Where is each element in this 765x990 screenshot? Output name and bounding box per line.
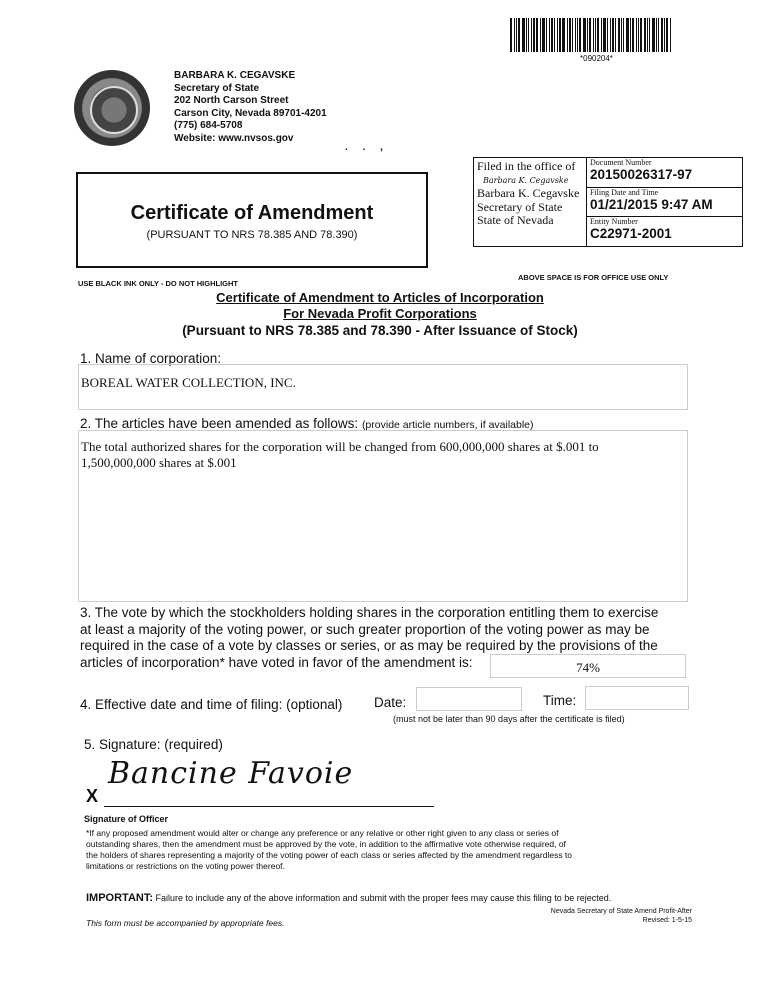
barcode-number: *090204*: [580, 54, 613, 63]
filed-in-office-label: Filed in the office of: [477, 159, 576, 173]
q1-label: 1. Name of corporation:: [80, 351, 222, 366]
barcode-bar: [522, 18, 525, 52]
barcode-bar: [562, 18, 565, 52]
barcode-bar: [618, 18, 620, 52]
footnote-line-2: outstanding shares, then the amendment must be approved by the vote, in addition to the affirmative vote otherwise required, of: [86, 839, 566, 849]
secretary-address-block: [174, 70, 327, 145]
amendment-line-2: 1,500,000,000 shares at $.001: [81, 455, 237, 470]
barcode-bar: [623, 18, 624, 52]
certificate-title-box: [76, 172, 428, 268]
document-number: 20150026317-97: [590, 167, 693, 182]
barcode-bar: [583, 18, 586, 52]
barcode-bar: [572, 18, 573, 52]
filing-date-label: Filing Date and Time: [590, 187, 659, 197]
website: Website: www.nvsos.gov: [174, 132, 294, 144]
filed-secretary-name: Barbara K. Cegavske: [477, 186, 580, 200]
filed-secretary-title: Secretary of State: [477, 199, 563, 214]
officer-signature: Bancine Favoie: [108, 756, 354, 791]
form-revised: Revised: 1-5-15: [642, 917, 692, 924]
q2-label-text: 2. The articles have been amended as follows:: [80, 416, 359, 431]
barcode-bar: [542, 18, 545, 52]
entity-number: C22971-2001: [590, 226, 672, 242]
vote-percent-value: 74%: [576, 660, 600, 675]
fees-note: This form must be accompanied by appropriate fees.: [86, 918, 285, 928]
barcode-bar: [589, 18, 591, 52]
barcode-bar: [567, 18, 568, 52]
barcode-bar: [569, 18, 571, 52]
barcode-bar: [579, 18, 581, 52]
effective-date-field[interactable]: [416, 687, 522, 711]
barcode-bar: [540, 18, 541, 52]
heading-line-1: Certificate of Amendment to Articles of Incorporation: [216, 290, 544, 305]
q3-line-2: at least a majority of the voting power, or such greater proportion of the voting power as may be: [80, 621, 650, 637]
q3-line-4: articles of incorporation* have voted in favor of the amendment is:: [80, 654, 473, 670]
barcode-bar: [601, 18, 602, 52]
barcode-bar: [559, 18, 561, 52]
barcode-bar: [656, 18, 657, 52]
effective-time-field[interactable]: [585, 686, 689, 710]
document-number-cell: [587, 158, 742, 188]
barcode-bar: [531, 18, 532, 52]
q2-hint: (provide article numbers, if available): [361, 419, 534, 431]
q4-label: 4. Effective date and time of filing: (optional): [80, 697, 343, 712]
vote-percent-field[interactable]: [490, 654, 686, 678]
barcode-bar: [632, 18, 634, 52]
barcode-bar: [607, 18, 608, 52]
barcode-bar: [626, 18, 629, 52]
barcode-bar: [612, 18, 614, 52]
filing-date: 01/21/2015 9:47 AM: [590, 196, 713, 212]
important-note: [86, 892, 611, 904]
state-seal-icon: [74, 70, 150, 146]
amendment-text-field[interactable]: [78, 430, 688, 602]
q3-line-3: required in the case of a vote by classes or series, or as may be required by the provisions of the: [80, 638, 658, 653]
barcode-bar: [514, 18, 515, 52]
barcode-bar: [666, 18, 668, 52]
form-footer: [480, 907, 692, 925]
form-name: Nevada Secretary of State Amend Profit-After: [550, 908, 692, 915]
barcode-bar: [557, 18, 558, 52]
ink-instruction: USE BLACK INK ONLY - DO NOT HIGHLIGHT: [78, 279, 239, 288]
q5-label: 5. Signature: (required): [84, 737, 223, 752]
filing-date-cell: [587, 188, 742, 218]
barcode-bar: [621, 18, 622, 52]
barcode-bar: [577, 18, 578, 52]
barcode-bar: [640, 18, 642, 52]
heading-line-2: For Nevada Profit Corporations: [283, 306, 477, 321]
entity-number-cell: [587, 217, 742, 246]
barcode-bar: [615, 18, 616, 52]
barcode-bar: [510, 18, 512, 52]
barcode-bar: [554, 18, 555, 52]
barcode-bar: [546, 18, 547, 52]
certificate-subtitle: (PURSUANT TO NRS 78.385 AND 78.390): [146, 229, 358, 241]
amendment-line-1: The total authorized shares for the corporation will be changed from 600,000,000 shares at $.001 to: [81, 439, 599, 454]
barcode-bar: [575, 18, 576, 52]
barcode-bar: [516, 18, 517, 52]
secretary-title: Secretary of State: [174, 82, 260, 94]
barcode-bar: [597, 18, 599, 52]
barcode-bar: [551, 18, 553, 52]
footnote-line-3: the holders of shares representing a majority of the voting power of each class or series affected by the amendment regardless to: [86, 850, 573, 860]
important-label: IMPORTANT:: [86, 892, 154, 904]
q4-note: (must not be later than 90 days after the certificate is filed): [393, 714, 625, 724]
barcode-bar: [649, 18, 650, 52]
barcode-bar: [636, 18, 637, 52]
barcode-bar: [526, 18, 527, 52]
barcode-bar: [644, 18, 646, 52]
barcode-bar: [533, 18, 535, 52]
barcode-bar: [610, 18, 611, 52]
signature-x-mark: X: [86, 786, 99, 806]
barcode-bar: [652, 18, 655, 52]
barcode-bar: [664, 18, 665, 52]
certificate-title: Certificate of Amendment: [130, 202, 374, 224]
secretary-signature: Barbara K. Cegavske: [483, 175, 569, 185]
corporation-name-field[interactable]: [78, 364, 688, 410]
footnote-line-1: *If any proposed amendment would alter or change any preference or any relative or other right given to any class or series of: [86, 828, 559, 838]
filed-in-office: [474, 158, 587, 246]
heading-line-3: (Pursuant to NRS 78.385 and 78.390 - After Issuance of Stock): [182, 323, 578, 338]
barcode-bar: [528, 18, 529, 52]
signature-of-officer-label: Signature of Officer: [84, 814, 169, 824]
q2-label: [80, 416, 534, 431]
office-use-note: ABOVE SPACE IS FOR OFFICE USE ONLY: [518, 273, 669, 282]
barcode-bar: [658, 18, 659, 52]
filed-state: State of Nevada: [477, 213, 554, 227]
stray-marks: . . ,: [345, 142, 389, 153]
barcode: [510, 18, 682, 52]
barcode-bar: [593, 18, 594, 52]
q3-line-1: 3. The vote by which the stockholders holding shares in the corporation entitling them to exercise: [80, 605, 659, 620]
barcode-bar: [638, 18, 639, 52]
barcode-bar: [603, 18, 606, 52]
date-label: Date:: [374, 695, 407, 710]
barcode-bar: [661, 18, 663, 52]
form-heading: [130, 290, 630, 340]
footnote-line-4: limitations or restrictions on the voting power thereof.: [86, 861, 285, 871]
phone: (775) 684-5708: [174, 120, 243, 131]
important-text: Failure to include any of the above information and submit with the proper fees may cause this filing to be rejected.: [155, 893, 612, 903]
footnote: [86, 828, 706, 872]
secretary-name: BARBARA K. CEGAVSKE: [174, 70, 296, 81]
barcode-bar: [518, 18, 520, 52]
filing-stamp-box: [473, 157, 743, 247]
document-number-label: Document Number: [590, 158, 652, 167]
barcode-bar: [630, 18, 631, 52]
barcode-bar: [647, 18, 648, 52]
barcode-bar: [595, 18, 596, 52]
barcode-bar: [587, 18, 588, 52]
address-line-1: 202 North Carson Street: [174, 95, 289, 106]
time-label: Time:: [543, 693, 577, 708]
corporation-name-value: BOREAL WATER COLLECTION, INC.: [81, 375, 296, 390]
signature-line: [104, 806, 434, 807]
entity-number-label: Entity Number: [590, 217, 638, 227]
barcode-bar: [549, 18, 550, 52]
barcode-bar: [670, 18, 671, 52]
barcode-bar: [536, 18, 538, 52]
address-line-2: Carson City, Nevada 89701-4201: [174, 107, 327, 119]
